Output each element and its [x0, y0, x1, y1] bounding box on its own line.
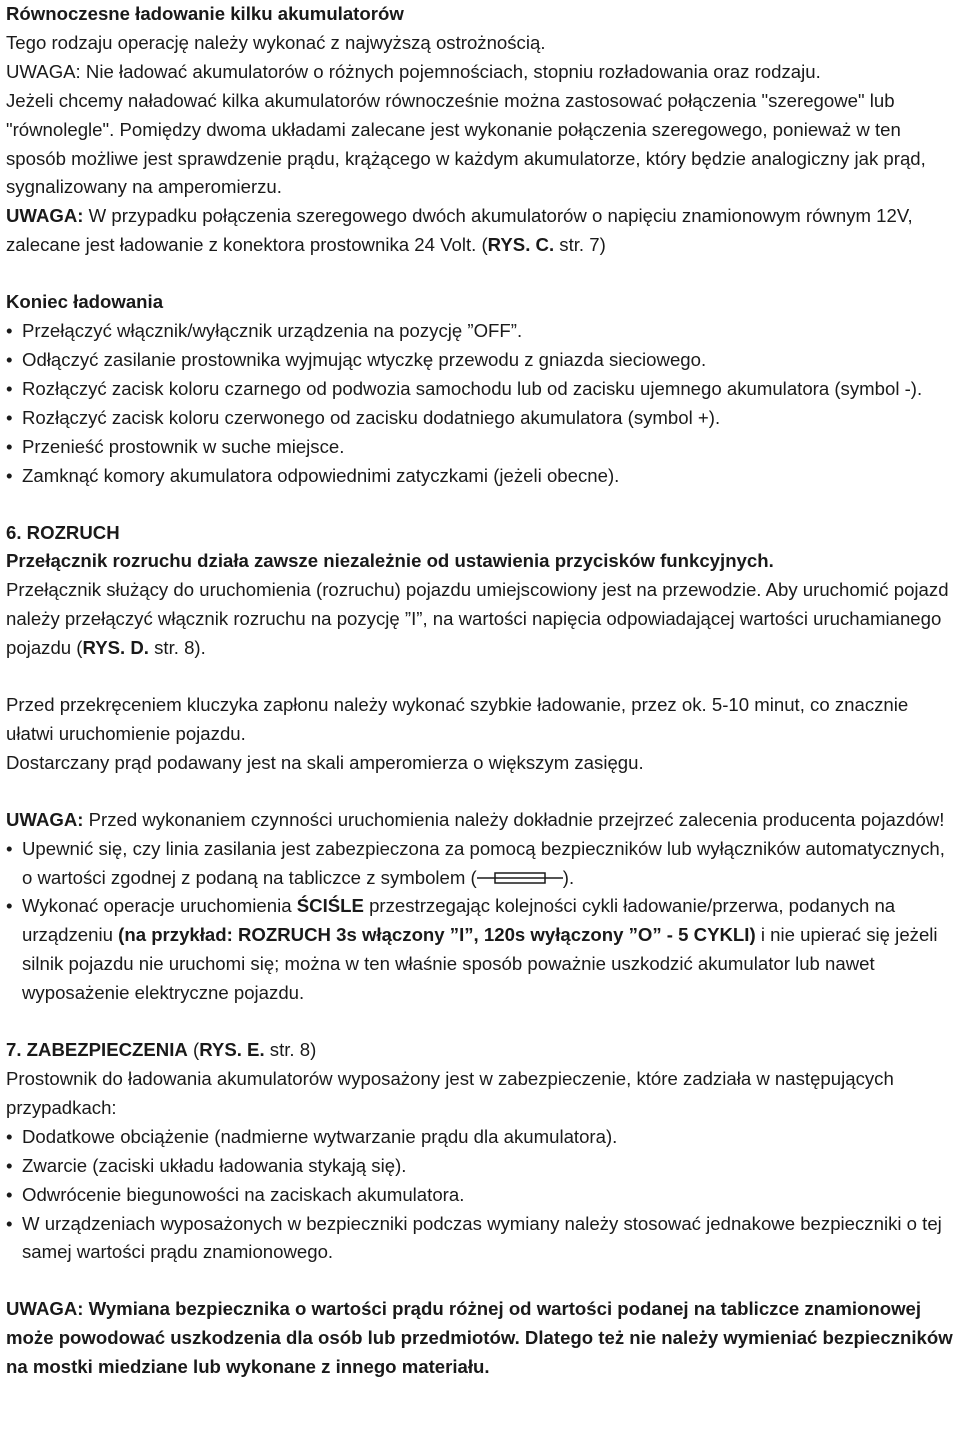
list-item: • Dodatkowe obciążenie (nadmierne wytwarzanie prądu dla akumulatora).	[6, 1123, 954, 1152]
section-title-starting: 6. ROZRUCH	[6, 521, 120, 543]
list-item: • Upewnić się, czy linia zasilania jest zabezpieczona za pomocą bezpieczników lub wyłączników automatycznych, o wartości zgodnej z podaną na tabliczce z symbolem ( ).	[6, 835, 954, 893]
protection-list	[6, 1123, 954, 1268]
list-item: • Zamknąć komory akumulatora odpowiednimi zatyczkami (jeżeli obecne).	[6, 462, 954, 491]
list-item: • Przełączyć włącznik/wyłącznik urządzenia na pozycję ”OFF”.	[6, 317, 954, 346]
starting-list	[6, 835, 954, 1008]
list-item: • Odwrócenie biegunowości na zaciskach akumulatora.	[6, 1181, 954, 1210]
figure-reference: RYS. D.	[82, 637, 149, 659]
warning-label: UWAGA:	[6, 205, 84, 227]
list-item: • W urządzeniach wyposażonych w bezpieczniki podczas wymiany należy stosować jednakowe bezpieczniki o tej samej wartości prądu znamionowego.	[6, 1210, 954, 1268]
paragraph-protection: Prostownik do ładowania akumulatorów wyposażony jest w zabezpieczenie, które zadziała w następujących przypadkach:	[6, 1068, 894, 1118]
paragraph-ammeter-scale: Dostarczany prąd podawany jest na skali amperomierza o większym zasięgu.	[6, 751, 644, 773]
warning-series-connection	[6, 202, 954, 260]
paragraph-fast-charge: Przed przekręceniem kluczyka zapłonu należy wykonać szybkie ładowanie, przez ok. 5-10 minut, co znacznie ułatwi uruchomienie pojazdu.	[6, 694, 909, 744]
warning-text: W przypadku połączenia szeregowego dwóch akumulatorów o napięciu znamionowym równym 12V, zalecane jest ładowanie z konektora prostownika 24 Volt. (	[6, 205, 913, 256]
list-item: • Rozłączyć zacisk koloru czarnego od podwozia samochodu lub od zacisku ujemnego akumulatora (symbol -).	[6, 375, 954, 404]
warning-label: UWAGA:	[6, 60, 81, 82]
warning-text: Nie ładować akumulatorów o różnych pojemnościach, stopniu rozładowania oraz rodzaju.	[80, 60, 821, 82]
section-title-end-of-charging: Koniec ładowania	[6, 291, 164, 313]
fuse-icon	[477, 870, 563, 886]
warning-different-batteries	[6, 58, 954, 87]
paragraph-caution: Tego rodzaju operację należy wykonać z najwyższą ostrożnością.	[6, 31, 546, 53]
warning-label: UWAGA:	[6, 808, 84, 830]
list-item: • Wykonać operacje uruchomienia ŚCIŚLE przestrzegając kolejności cykli ładowanie/przerwa, podanych na urządzeniu (na przykład: ROZRUCH 3s włączony ”I”, 120s wyłączony ”O” - 5 CYKLI) i nie upierać się jeżeli silnik pojazdu nie uruchomi się; można w ten właśnie sposób poważnie uszkodzić akumulator lub nawet wyposażenie elektryczne pojazdu.	[6, 892, 954, 1008]
section-title-simultaneous: Równoczesne ładowanie kilku akumulatorów	[6, 3, 404, 24]
warning-fuse-replacement: UWAGA: Wymiana bezpiecznika o wartości prądu różnej od wartości podanej na tabliczce znamionowej może powodować uszkodzenia dla osób lub przedmiotów. Dlatego też nie należy wymieniać bezpieczników na mostki miedziane lub wykonane z innego materiału.	[6, 1298, 953, 1378]
end-of-charging-list	[6, 317, 954, 490]
section-title-protection: 7. ZABEZPIECZENIA (RYS. E. str. 8)	[6, 1039, 317, 1061]
figure-reference: RYS. E.	[199, 1039, 265, 1061]
list-item: • Odłączyć zasilanie prostownika wyjmując wtyczkę przewodu z gniazda sieciowego.	[6, 346, 954, 375]
page-reference: str. 7)	[554, 234, 606, 256]
list-item: • Zwarcie (zaciski układu ładowania stykają się).	[6, 1152, 954, 1181]
paragraph-connection-types: Jeżeli chcemy naładować kilka akumulatorów równocześnie można zastosować połączenia "szeregowe" lub "równolegle". Pomiędzy dwoma układami zalecane jest wykonanie połączenia szeregowego, ponieważ w ten sposób możliwe jest sprawdzenie prądu, krążącego w każdym akumulatorze, który będzie analogiczny jak prąd, sygnalizowany na amperomierzu.	[6, 89, 926, 198]
paragraph-starting-switch: Przełącznik służący do uruchomienia (rozruchu) pojazdu umiejscowiony jest na przewodzie. Aby uruchomić pojazd należy przełączyć włącznik rozruchu na pozycję ”I”, na wartości napięcia odpowiadającej wartości uruchamianego pojazdu (RYS. D. str. 8).	[6, 579, 949, 659]
list-item: • Przenieść prostownik w suche miejsce.	[6, 433, 954, 462]
starting-switch-note: Przełącznik rozruchu działa zawsze niezależnie od ustawienia przycisków funkcyjnych.	[6, 550, 774, 572]
warning-manufacturer: UWAGA: Przed wykonaniem czynności uruchomienia należy dokładnie przejrzeć zalecenia producenta pojazdów!	[6, 808, 945, 830]
figure-reference: RYS. C.	[487, 234, 555, 256]
list-item: • Rozłączyć zacisk koloru czerwonego od zacisku dodatniego akumulatora (symbol +).	[6, 404, 954, 433]
